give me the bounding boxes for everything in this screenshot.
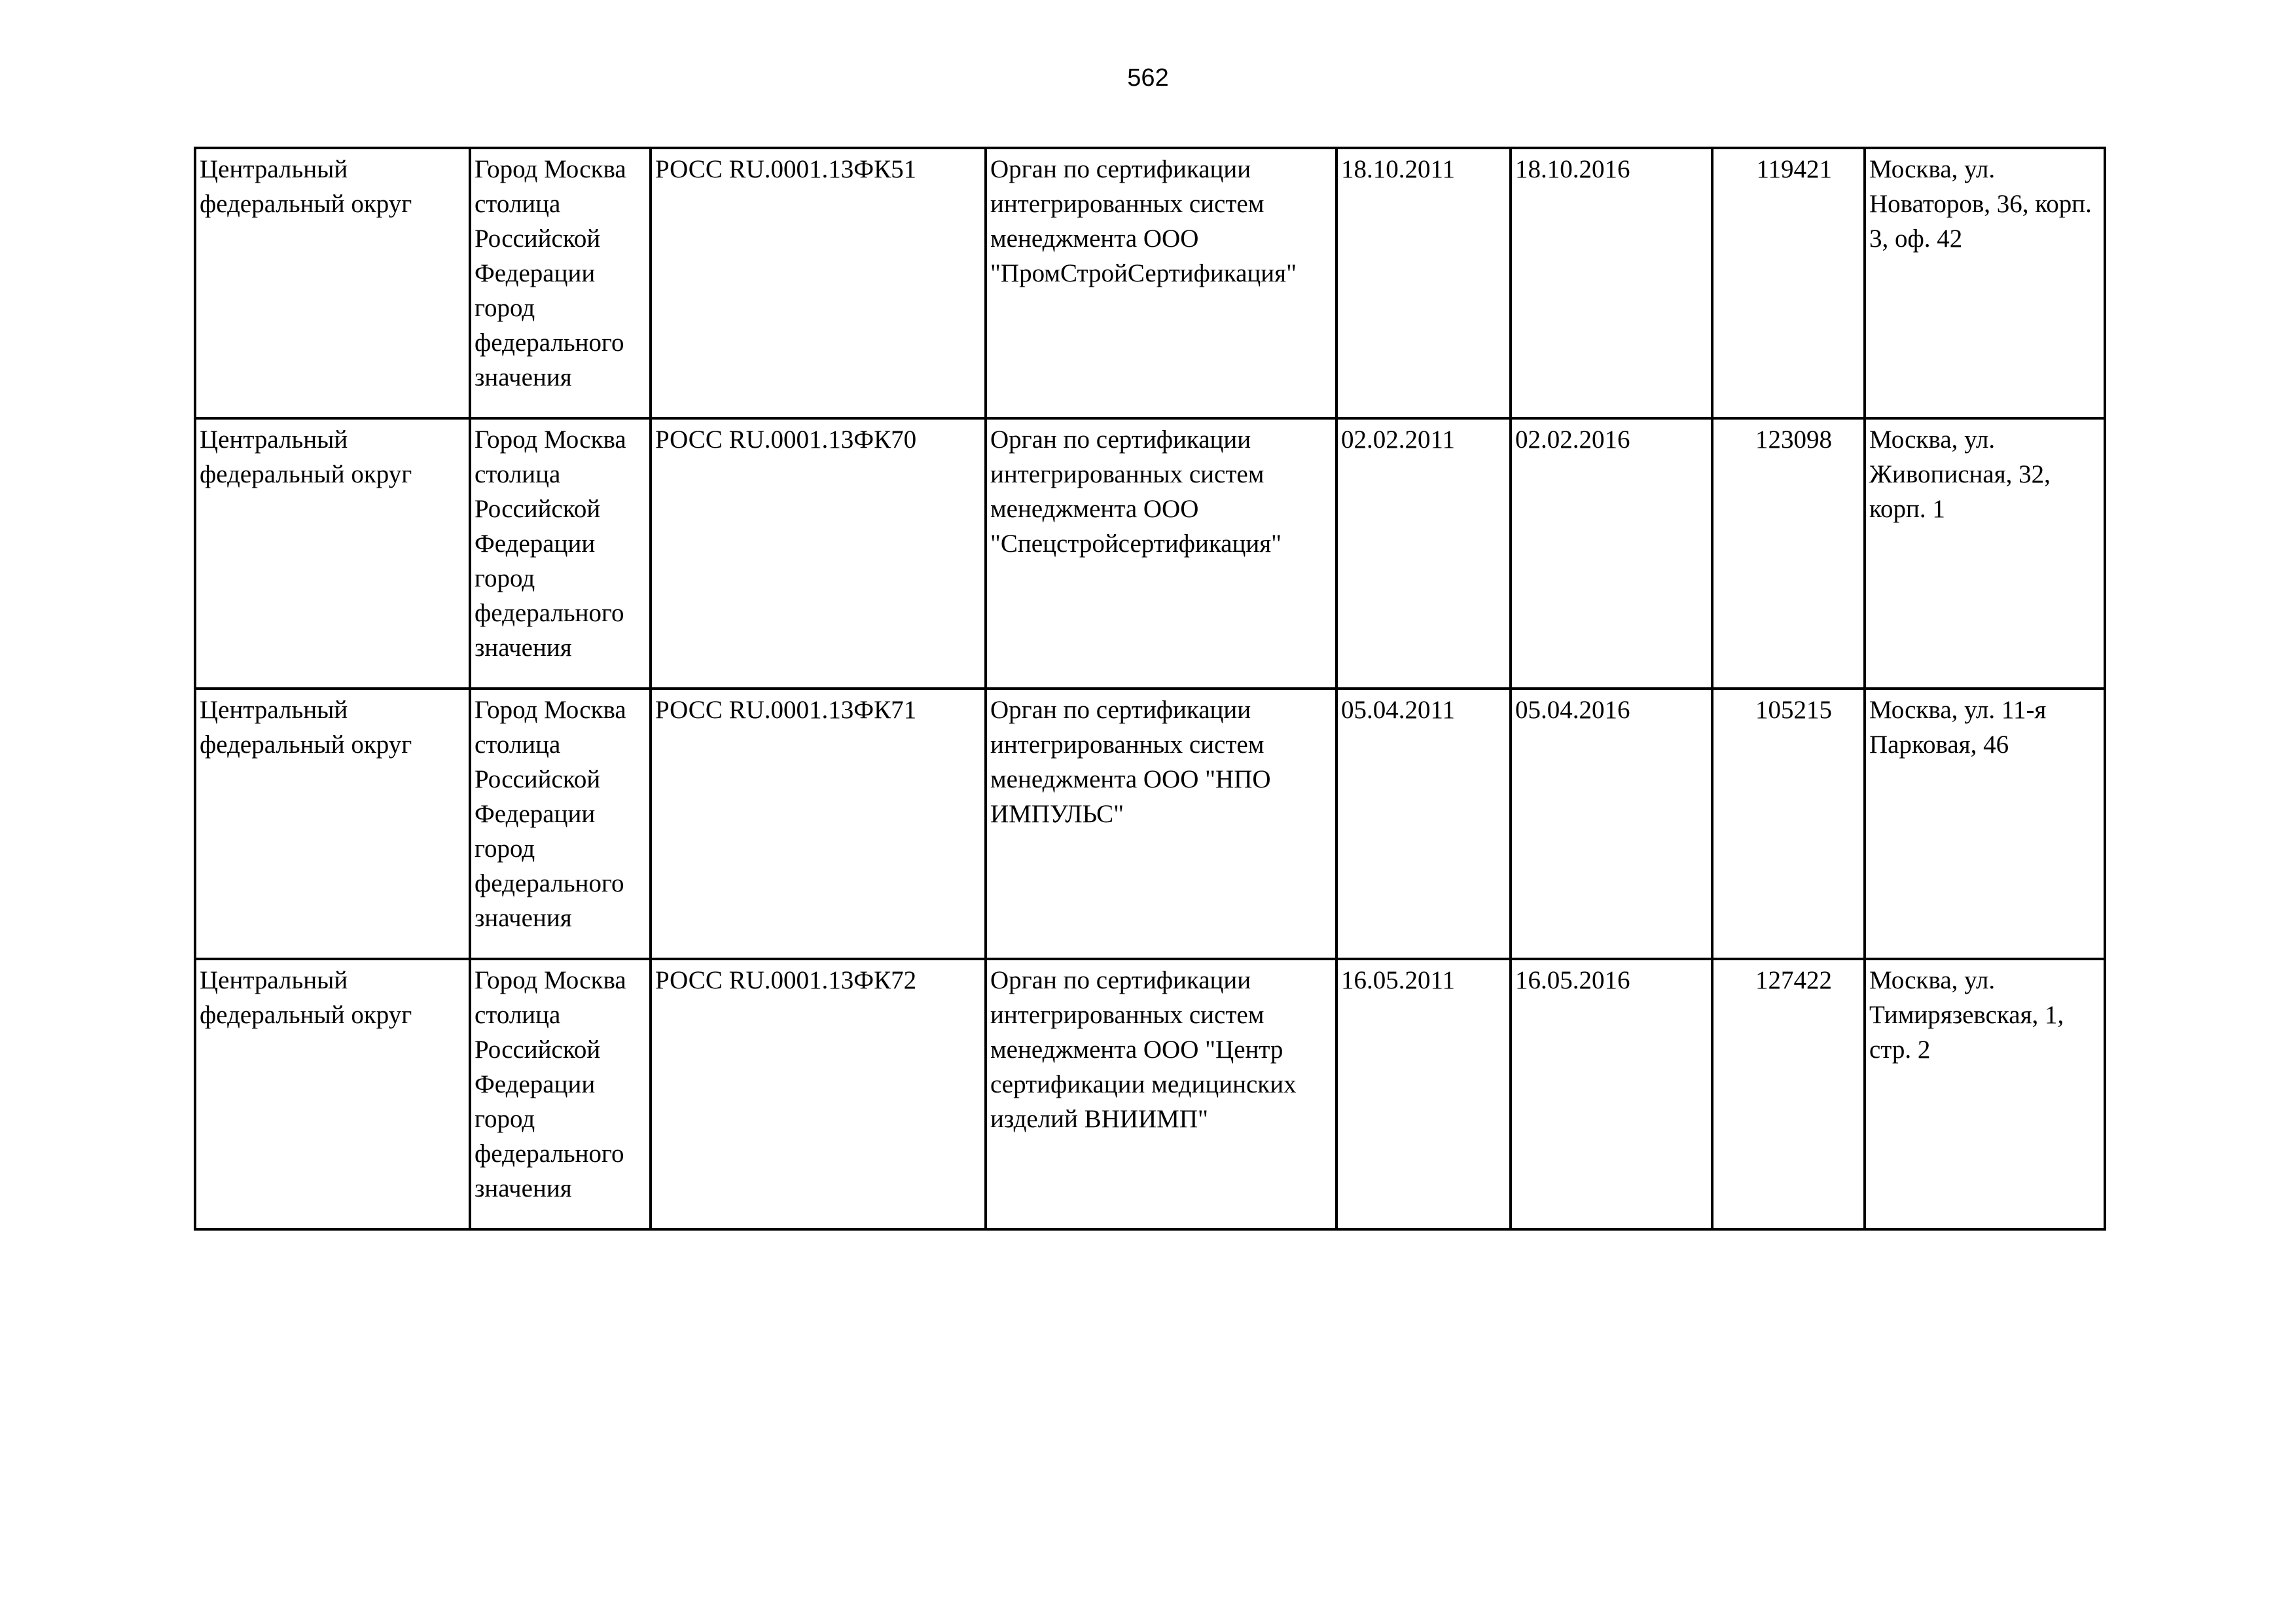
date-from-text: 16.05.2011 [1341, 966, 1456, 994]
postal-index-text: 105215 [1755, 696, 1832, 724]
date-from-text: 18.10.2011 [1341, 155, 1456, 183]
region-cell [470, 689, 651, 959]
org-name-text: Орган по сертификации интегрированных систем менеджмента ООО "ПромСтройСертификация" [990, 155, 1297, 287]
address-cell [1865, 689, 2105, 959]
address-cell [1865, 148, 2105, 418]
date-from-cell [1336, 148, 1511, 418]
district-cell [195, 148, 470, 418]
date-to-cell [1511, 418, 1712, 689]
date-from-text: 05.04.2011 [1341, 696, 1456, 724]
district-cell [195, 959, 470, 1229]
address-cell [1865, 959, 2105, 1229]
district-text: Центральный федеральный округ [200, 966, 412, 1029]
table-row [195, 148, 2105, 418]
org-name-text: Орган по сертификации интегрированных систем менеджмента ООО "НПО ИМПУЛЬС" [990, 696, 1271, 828]
reg-number-text: РОСС RU.0001.13ФК51 [655, 155, 917, 183]
date-from-cell [1336, 418, 1511, 689]
postal-index-text: 123098 [1755, 425, 1832, 454]
address-text: Москва, ул. 11-я Парковая, 46 [1869, 696, 2047, 759]
reg-number-text: РОСС RU.0001.13ФК70 [655, 425, 917, 454]
reg-number-cell [651, 148, 986, 418]
reg-number-text: РОСС RU.0001.13ФК71 [655, 696, 917, 724]
date-to-text: 02.02.2016 [1515, 425, 1630, 454]
date-from-cell [1336, 689, 1511, 959]
registry-body [195, 148, 2105, 1229]
date-to-cell [1511, 689, 1712, 959]
region-text: Город Москва столица Российской Федерации город федерального значения [475, 966, 626, 1202]
table-row [195, 689, 2105, 959]
org-name-cell [986, 959, 1336, 1229]
district-cell [195, 689, 470, 959]
date-to-text: 18.10.2016 [1515, 155, 1630, 183]
reg-number-cell [651, 959, 986, 1229]
district-text: Центральный федеральный округ [200, 425, 412, 488]
postal-index-cell [1712, 959, 1865, 1229]
region-cell [470, 418, 651, 689]
org-name-cell [986, 689, 1336, 959]
postal-index-text: 127422 [1755, 966, 1832, 994]
page-number: 562 [1127, 64, 1169, 92]
date-from-cell [1336, 959, 1511, 1229]
date-to-cell [1511, 148, 1712, 418]
org-name-cell [986, 148, 1336, 418]
certification-registry-table [194, 147, 2106, 1231]
reg-number-cell [651, 418, 986, 689]
postal-index-text: 119421 [1756, 155, 1832, 183]
org-name-text: Орган по сертификации интегрированных систем менеджмента ООО "Спецстройсертификация" [990, 425, 1282, 558]
table-row [195, 418, 2105, 689]
table-row [195, 959, 2105, 1229]
date-to-text: 05.04.2016 [1515, 696, 1630, 724]
date-from-text: 02.02.2011 [1341, 425, 1456, 454]
address-text: Москва, ул. Живописная, 32, корп. 1 [1869, 425, 2051, 523]
address-cell [1865, 418, 2105, 689]
postal-index-cell [1712, 148, 1865, 418]
org-name-text: Орган по сертификации интегрированных систем менеджмента ООО "Центр сертификации медицинских изделий ВНИИМП" [990, 966, 1297, 1133]
address-text: Москва, ул. Тимирязевская, 1, стр. 2 [1869, 966, 2064, 1064]
region-text: Город Москва столица Российской Федерации город федерального значения [475, 696, 626, 932]
region-text: Город Москва столица Российской Федерации город федерального значения [475, 155, 626, 391]
postal-index-cell [1712, 418, 1865, 689]
reg-number-cell [651, 689, 986, 959]
date-to-text: 16.05.2016 [1515, 966, 1630, 994]
district-text: Центральный федеральный округ [200, 155, 412, 218]
district-text: Центральный федеральный округ [200, 696, 412, 759]
district-cell [195, 418, 470, 689]
region-cell [470, 959, 651, 1229]
date-to-cell [1511, 959, 1712, 1229]
postal-index-cell [1712, 689, 1865, 959]
region-text: Город Москва столица Российской Федерации город федерального значения [475, 425, 626, 662]
region-cell [470, 148, 651, 418]
address-text: Москва, ул. Новаторов, 36, корп. 3, оф. 42 [1869, 155, 2092, 253]
org-name-cell [986, 418, 1336, 689]
reg-number-text: РОСС RU.0001.13ФК72 [655, 966, 917, 994]
